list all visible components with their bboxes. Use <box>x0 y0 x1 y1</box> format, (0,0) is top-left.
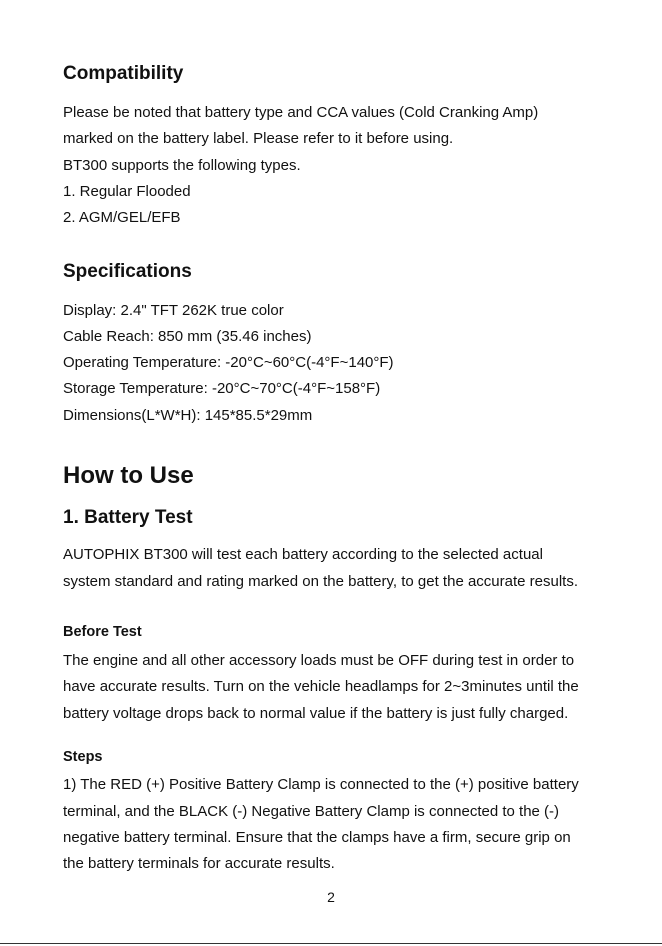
before-test-line-3: battery voltage drops back to normal value if the battery is just fully charged. <box>63 705 569 722</box>
specifications-heading: Specifications <box>63 261 192 282</box>
compatibility-list-item-2: 2. AGM/GEL/EFB <box>63 209 181 226</box>
page-bottom-divider <box>0 943 662 944</box>
steps-line-4: the battery terminals for accurate results. <box>63 855 335 872</box>
how-to-use-heading: How to Use <box>63 462 194 489</box>
before-test-heading: Before Test <box>63 624 142 640</box>
before-test-line-2: have accurate results. Turn on the vehicle headlamps for 2~3minutes until the <box>63 678 579 695</box>
spec-storage-temperature: Storage Temperature: -20°C~70°C(-4°F~158°F) <box>63 380 381 397</box>
steps-line-2: terminal, and the BLACK (-) Negative Battery Clamp is connected to the (-) <box>63 803 560 820</box>
steps-line-1: 1) The RED (+) Positive Battery Clamp is connected to the (+) positive battery <box>63 776 579 793</box>
compatibility-line-2: marked on the battery label. Please refer to it before using. <box>63 130 454 147</box>
battery-test-heading: 1. Battery Test <box>63 507 193 528</box>
battery-test-intro-line-2: system standard and rating marked on the battery, to get the accurate results. <box>63 573 578 590</box>
spec-dimensions: Dimensions(L*W*H): 145*85.5*29mm <box>63 407 313 424</box>
spec-display: Display: 2.4" TFT 262K true color <box>63 302 284 319</box>
before-test-line-1: The engine and all other accessory loads must be OFF during test in order to <box>63 652 575 669</box>
compatibility-heading: Compatibility <box>63 63 184 84</box>
steps-heading: Steps <box>63 749 103 765</box>
spec-operating-temperature: Operating Temperature: -20°C~60°C(-4°F~140°F) <box>63 354 394 371</box>
page-number: 2 <box>327 889 335 905</box>
spec-cable-reach: Cable Reach: 850 mm (35.46 inches) <box>63 328 312 345</box>
compatibility-line-3: BT300 supports the following types. <box>63 157 301 174</box>
compatibility-line-1: Please be noted that battery type and CCA values (Cold Cranking Amp) <box>63 104 539 121</box>
battery-test-intro-line-1: AUTOPHIX BT300 will test each battery according to the selected actual <box>63 546 543 563</box>
steps-line-3: negative battery terminal. Ensure that the clamps have a firm, secure grip on <box>63 829 571 846</box>
compatibility-list-item-1: 1. Regular Flooded <box>63 183 191 200</box>
